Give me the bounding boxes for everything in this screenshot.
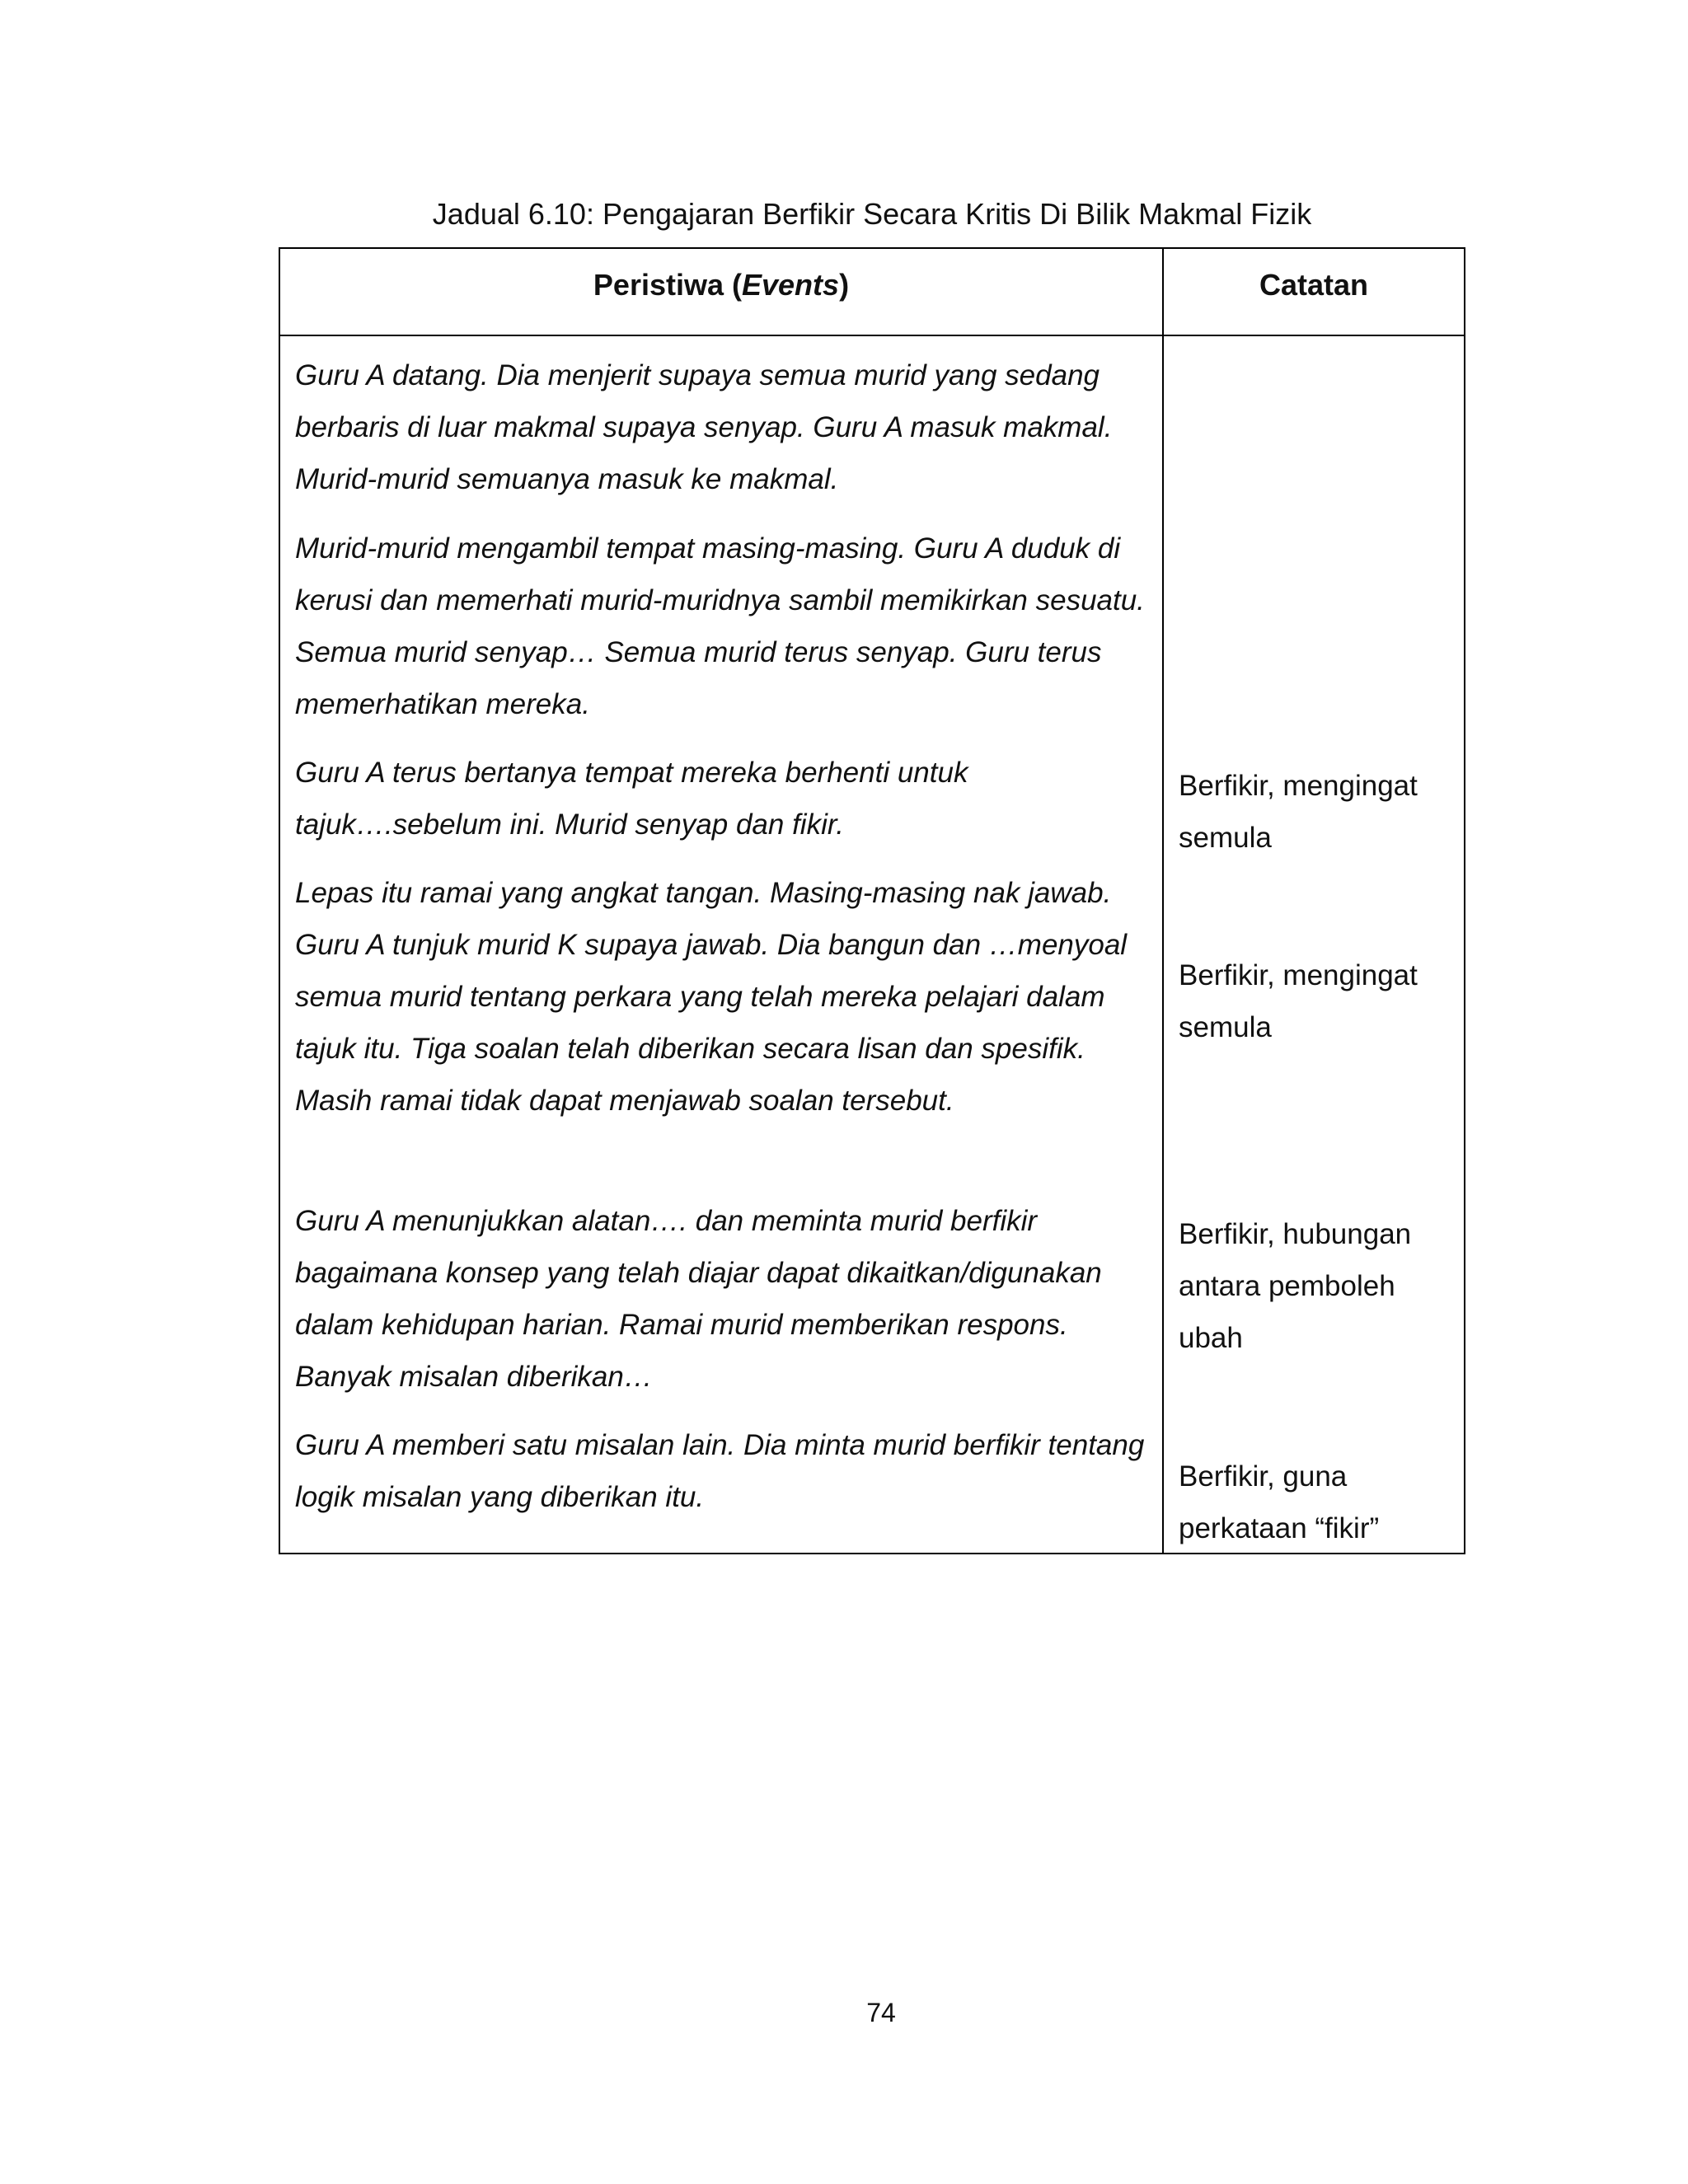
note-text: Berfikir, guna perkataan “fikir” bbox=[1179, 1460, 1380, 1544]
event-paragraph: Murid-murid mengambil tempat masing-masing. Guru A duduk di kerusi dan memerhati murid-muridnya sambil memikirkan sesuatu. Semua murid senyap… Semua murid terus senyap. Guru terus memerhatikan mereka. bbox=[295, 532, 1145, 720]
note-text: Berfikir, mengingat semula bbox=[1179, 770, 1418, 854]
header-notes: Catatan bbox=[1259, 268, 1369, 302]
event-paragraph: Guru A terus bertanya tempat mereka berhenti untuk tajuk….sebelum ini. Murid senyap dan fikir. bbox=[295, 757, 968, 841]
event-paragraph: Guru A menunjukkan alatan…. dan meminta murid berfikir bagaimana konsep yang telah diajar dapat dikaitkan/digunakan dalam kehidupan harian. Ramai murid memberikan respons. Banyak misalan diberikan… bbox=[295, 1205, 1102, 1393]
header-events-suffix: ) bbox=[839, 268, 850, 302]
note-text: Berfikir, mengingat semula bbox=[1179, 959, 1418, 1043]
header-events-italic: Events bbox=[742, 268, 840, 302]
column-divider bbox=[1162, 249, 1164, 1553]
event-paragraph: Guru A datang. Dia menjerit supaya semua murid yang sedang berbaris di luar makmal supaya senyap. Guru A masuk makmal. Murid-murid semuanya masuk ke makmal. bbox=[295, 359, 1113, 495]
event-paragraph: Guru A memberi satu misalan lain. Dia minta murid berfikir tentang logik misalan yang diberikan itu. bbox=[295, 1429, 1145, 1513]
event-paragraph: Lepas itu ramai yang angkat tangan. Masing-masing nak jawab. Guru A tunjuk murid K supaya jawab. Dia bangun dan …menyoal semua murid tentang perkara yang telah mereka pelajari dalam tajuk itu. Tiga soalan telah diberikan secara lisan dan spesifik. Masih ramai tidak dapat menjawab soalan tersebut. bbox=[295, 877, 1128, 1117]
events-table bbox=[279, 247, 1465, 1554]
page-number: 74 bbox=[866, 1998, 896, 2027]
header-divider bbox=[280, 335, 1464, 336]
header-events bbox=[280, 264, 1162, 307]
table-caption: Jadual 6.10: Pengajaran Berfikir Secara Kritis Di Bilik Makmal Fizik bbox=[432, 197, 1312, 231]
note-text: Berfikir, hubungan antara pemboleh ubah bbox=[1179, 1218, 1412, 1354]
header-events-prefix: Peristiwa ( bbox=[593, 268, 742, 302]
